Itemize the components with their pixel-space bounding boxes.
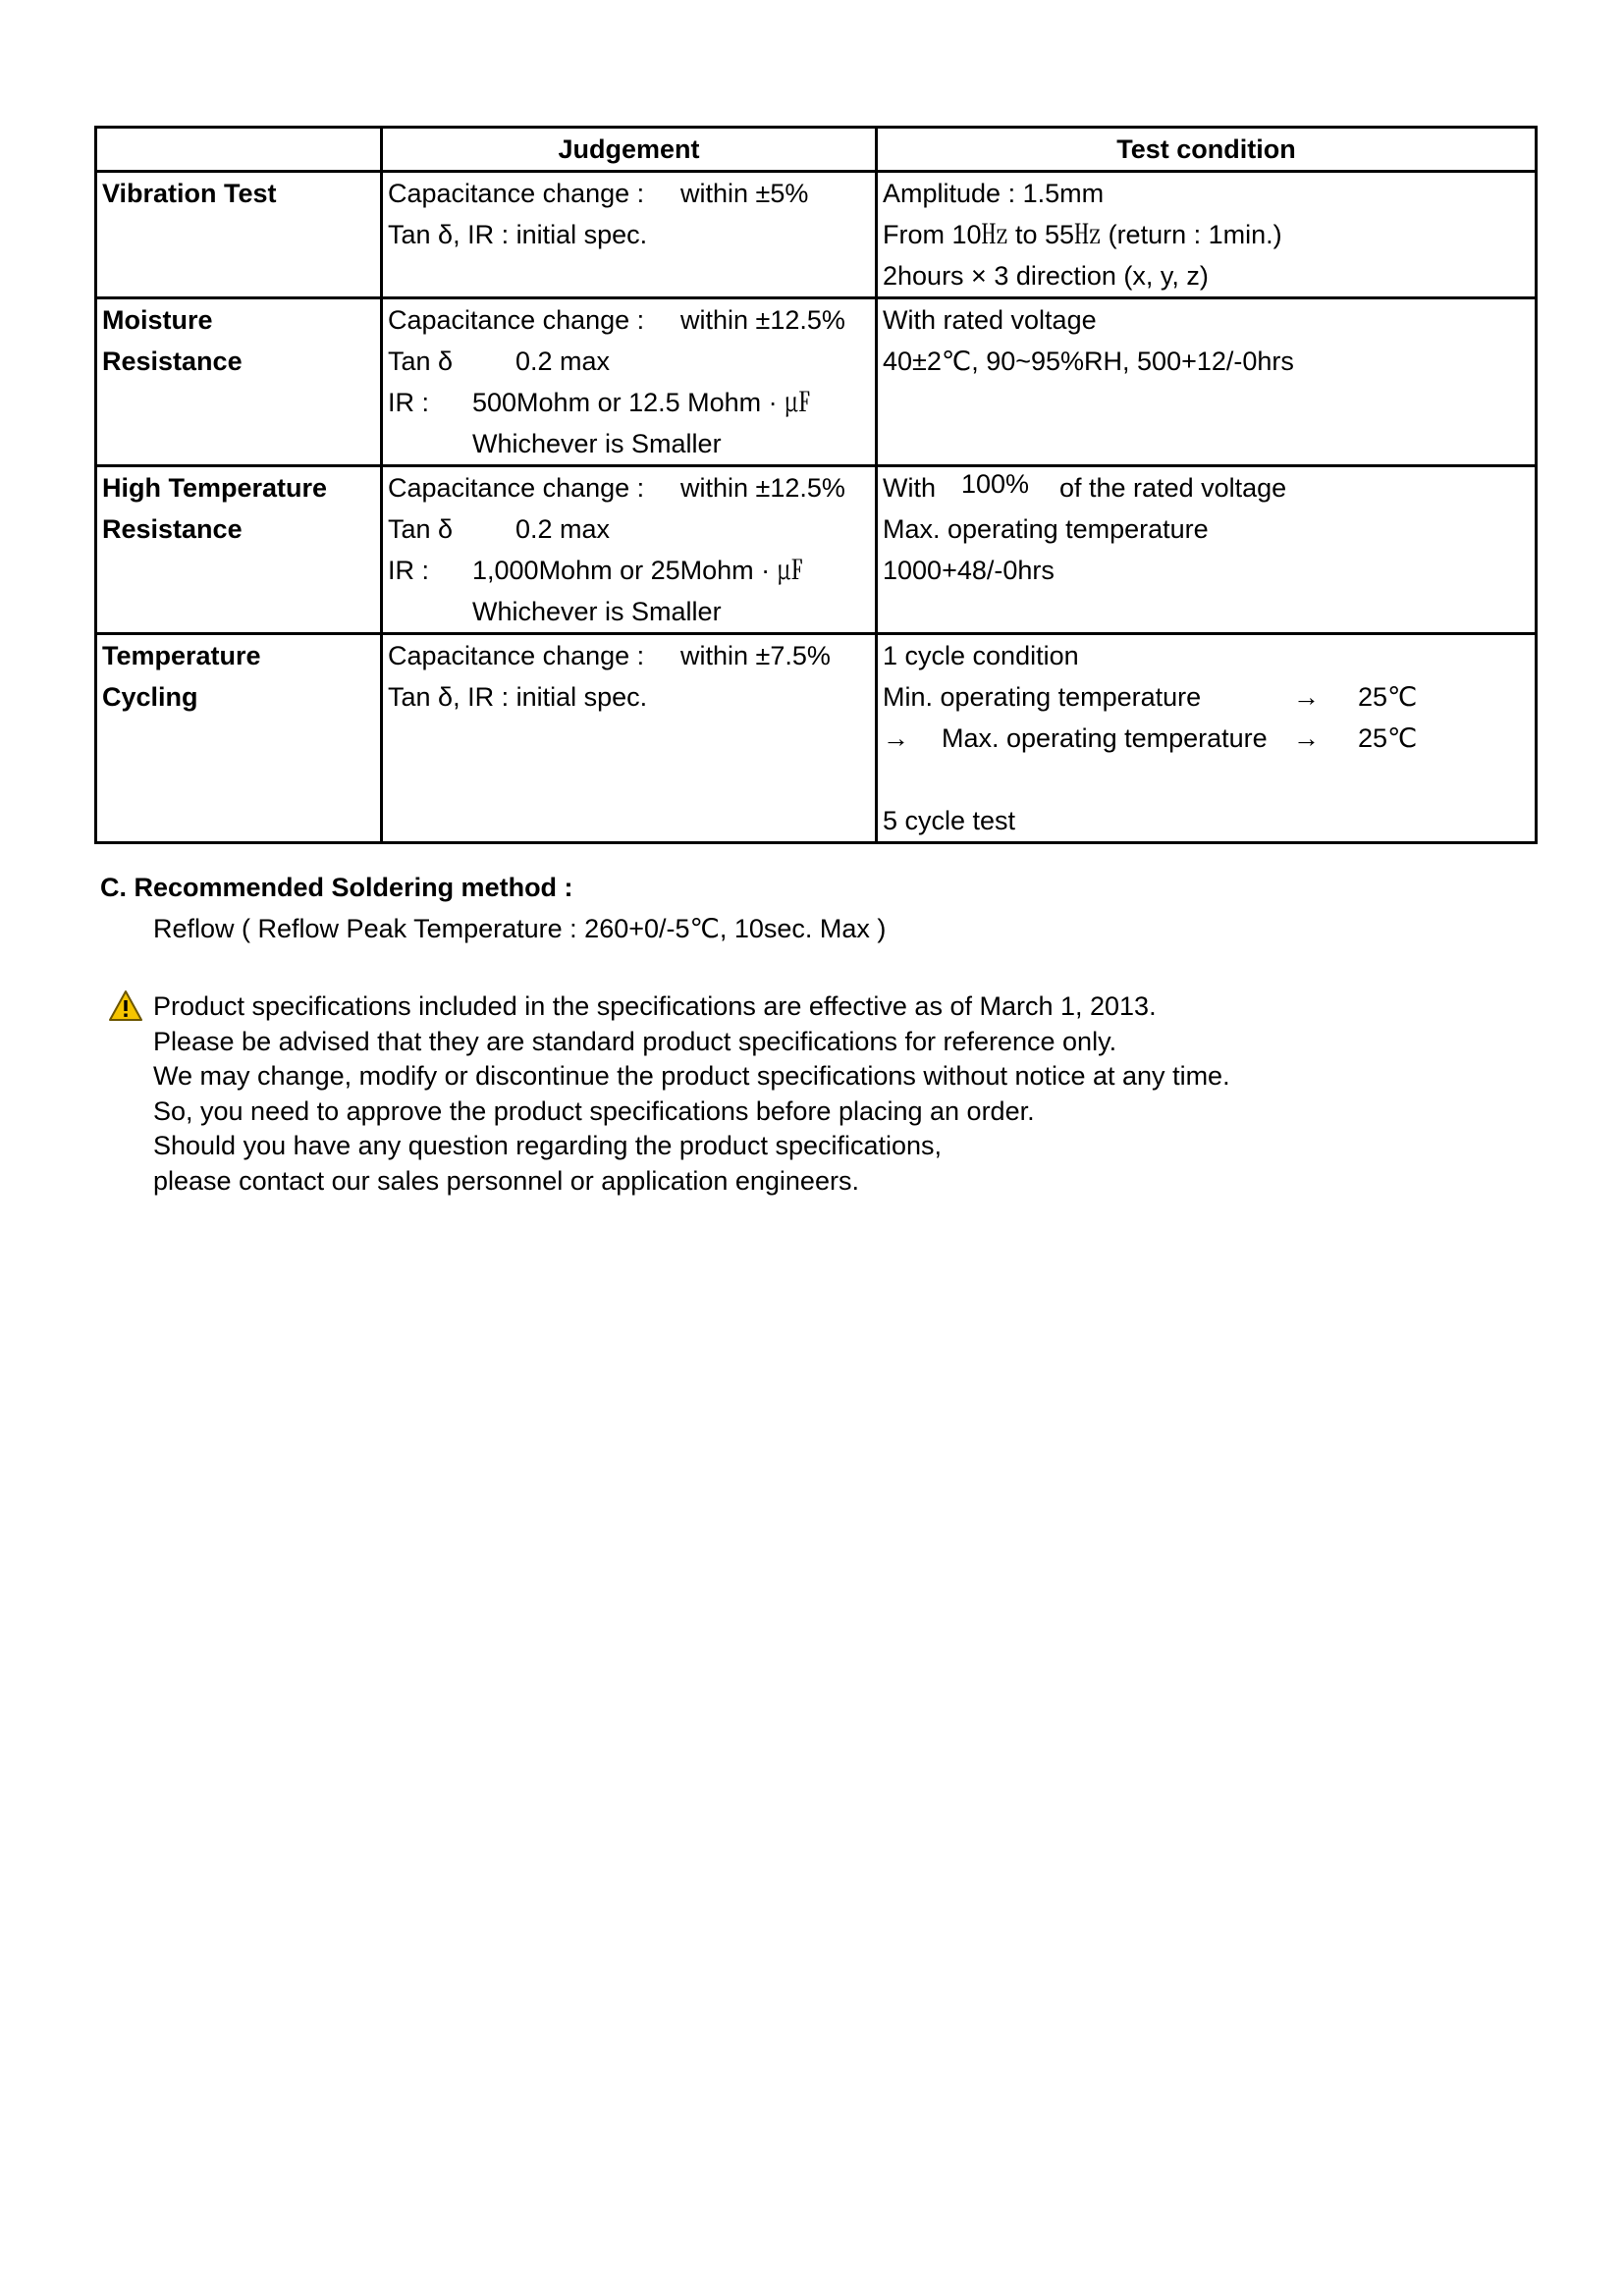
- table-row-high-temperature: [96, 466, 1537, 634]
- soldering-section-title: C. Recommended Soldering method :: [100, 873, 573, 902]
- table-row-moisture: [96, 298, 1537, 466]
- spec-table: [94, 126, 1538, 844]
- capacitance-value: within ±12.5%: [680, 305, 845, 335]
- condition-line-empty: [883, 759, 1530, 800]
- condition-line: 1 cycle condition: [883, 641, 1079, 670]
- judgement-cell: [382, 298, 877, 466]
- judgement-line: [388, 467, 870, 508]
- voltage-percent: 100%: [961, 469, 1030, 499]
- capacitance-label: Capacitance change :: [388, 305, 645, 335]
- judgement-line: [388, 550, 870, 591]
- header-test-condition: Test condition: [877, 128, 1537, 172]
- condition-line: From 10㎐ to 55㎐ (return : 1min.): [883, 220, 1282, 249]
- ir-label: IR :: [388, 388, 430, 417]
- min-temp-label: Min. operating temperature: [883, 682, 1202, 712]
- condition-line: 2hours × 3 direction (x, y, z): [883, 261, 1209, 291]
- room-temp-value: 25℃: [1358, 682, 1418, 712]
- condition-line: Amplitude : 1.5mm: [883, 179, 1105, 208]
- condition-line: [883, 676, 1530, 718]
- condition-line: [883, 718, 1530, 759]
- ir-label: IR :: [388, 556, 430, 585]
- judgement-cell: [382, 634, 877, 843]
- condition-line: 1000+48/-0hrs: [883, 556, 1055, 585]
- warning-icon: [108, 989, 143, 1023]
- notice-line: Please be advised that they are standard product specifications for reference only.: [153, 1026, 1117, 1056]
- judgement-line: Tan δ, IR : initial spec.: [388, 682, 648, 712]
- notice-line: So, you need to approve the product specifications before placing an order.: [153, 1095, 1035, 1126]
- condition-cell: [877, 298, 1537, 466]
- table-row-vibration: [96, 172, 1537, 298]
- row-name-cell: [96, 172, 382, 298]
- capacitance-label: Capacitance change :: [388, 473, 645, 503]
- judgement-line: [388, 341, 870, 382]
- ir-note: Whichever is Smaller: [472, 429, 722, 458]
- row-name-cell: [96, 634, 382, 843]
- row-name: Resistance: [102, 347, 243, 376]
- notice-line: We may change, modify or discontinue the product specifications without notice at any time.: [153, 1061, 1230, 1091]
- judgement-line: [388, 299, 870, 341]
- ir-value: 500Mohm or 12.5 Mohm · ㎌: [472, 388, 812, 417]
- judgement-line: [388, 423, 870, 464]
- condition-cell: [877, 466, 1537, 634]
- ir-value: 1,000Mohm or 25Mohm · ㎌: [472, 556, 804, 585]
- capacitance-label: Capacitance change :: [388, 179, 645, 208]
- header-blank: [96, 128, 382, 172]
- row-name-cell: [96, 298, 382, 466]
- row-name: Moisture: [102, 305, 213, 335]
- header-judgement: Judgement: [382, 128, 877, 172]
- row-name: Temperature: [102, 641, 261, 670]
- tan-label: Tan δ: [388, 347, 454, 376]
- condition-line: Max. operating temperature: [883, 514, 1209, 544]
- condition-line: 40±2℃, 90~95%RH, 500+12/-0hrs: [883, 347, 1294, 376]
- tan-value: 0.2 max: [515, 514, 611, 544]
- judgement-line: [388, 508, 870, 550]
- capacitance-value: within ±5%: [680, 179, 809, 208]
- arrow-icon: →: [1293, 723, 1320, 753]
- judgement-line: [388, 382, 870, 423]
- condition-line: With rated voltage: [883, 305, 1097, 335]
- row-name: High Temperature: [102, 473, 328, 503]
- notice-line: please contact our sales personnel or application engineers.: [153, 1165, 859, 1196]
- condition-cell: [877, 172, 1537, 298]
- judgement-line: [388, 591, 870, 632]
- row-name: Resistance: [102, 514, 243, 544]
- judgement-cell: [382, 466, 877, 634]
- table-row-temperature-cycling: [96, 634, 1537, 843]
- table-header-row: [96, 128, 1537, 172]
- capacitance-value: within ±7.5%: [680, 641, 831, 670]
- notice-line: Should you have any question regarding the product specifications,: [153, 1131, 943, 1160]
- row-name: Vibration Test: [102, 179, 277, 208]
- capacitance-value: within ±12.5%: [680, 473, 845, 503]
- notice-block: [153, 989, 1230, 1199]
- ir-note: Whichever is Smaller: [472, 597, 722, 626]
- soldering-method-text: Reflow ( Reflow Peak Temperature : 260+0/-5℃, 10sec. Max ): [153, 914, 887, 943]
- room-temp-value: 25℃: [1358, 723, 1418, 753]
- row-name-cell: [96, 466, 382, 634]
- condition-cell: [877, 634, 1537, 843]
- judgement-line: Tan δ, IR : initial spec.: [388, 220, 648, 249]
- with-label: With: [883, 473, 936, 503]
- arrow-icon: →: [883, 723, 909, 753]
- judgement-line: [388, 635, 870, 676]
- tan-value: 0.2 max: [515, 347, 611, 376]
- judgement-line: [388, 173, 870, 214]
- notice-line: Product specifications included in the specifications are effective as of March 1, 2013.: [153, 991, 1157, 1021]
- judgement-cell: [382, 172, 877, 298]
- condition-line: 5 cycle test: [883, 806, 1016, 835]
- judgement-line-empty: [388, 255, 870, 296]
- condition-line: [883, 467, 1530, 508]
- row-name: Cycling: [102, 682, 198, 712]
- tan-label: Tan δ: [388, 514, 454, 544]
- capacitance-label: Capacitance change :: [388, 641, 645, 670]
- arrow-icon: →: [1293, 682, 1320, 712]
- max-temp-label: Max. operating temperature: [942, 723, 1268, 753]
- voltage-suffix: of the rated voltage: [1059, 473, 1287, 503]
